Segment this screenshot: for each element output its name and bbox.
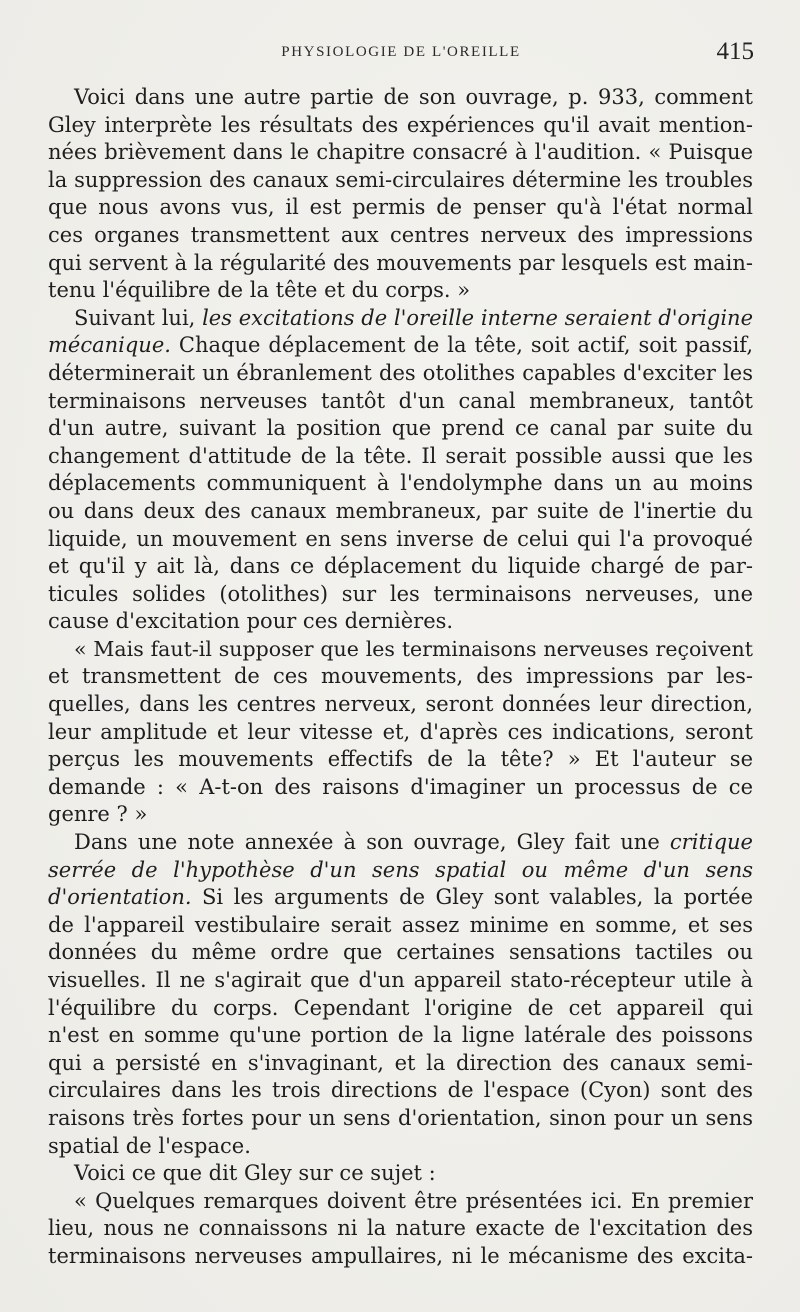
text-line <box>48 857 753 885</box>
text-run: n'est en somme qu'une portion de la ligne latérale des poissons <box>48 1023 753 1048</box>
text-line <box>48 884 753 912</box>
text-line <box>48 967 753 995</box>
body-text <box>48 84 753 1271</box>
text-line <box>48 277 753 305</box>
text-line <box>48 194 753 222</box>
text-run: cause d'excitation pour ces dernières. <box>48 609 454 634</box>
text-run: Suivant lui, <box>74 305 203 330</box>
page-number: 415 <box>716 38 754 65</box>
text-line <box>48 1105 753 1133</box>
text-run: demande : « A-t-on des raisons d'imaginer un processus de ce <box>48 774 753 799</box>
text-line <box>48 305 753 333</box>
text-line <box>48 636 753 664</box>
text-run: nées brièvement dans le chapitre consacré à l'audition. « Puisque <box>48 140 753 165</box>
text-run: Chaque déplacement de la tête, soit actif, soit passif, <box>170 333 753 358</box>
text-run: la suppression des canaux semi-circulaires détermine les troubles <box>48 167 753 192</box>
text-line <box>48 1188 753 1216</box>
text-line <box>48 1077 753 1105</box>
text-run: déplacements communiquent à l'endolymphe dans un au moins <box>48 471 753 496</box>
text-run: terminaisons nerveuses tantôt d'un canal membraneux, tantôt <box>48 388 753 413</box>
text-run: et transmettent de ces mouvements, des impressions par les- <box>48 664 753 689</box>
italic-text-run: d'orientation. <box>48 885 192 910</box>
text-run: Si les arguments de Gley sont valables, la portée <box>191 885 753 910</box>
text-line <box>48 995 753 1023</box>
text-line <box>48 553 753 581</box>
running-head <box>48 38 754 68</box>
text-line <box>48 167 753 195</box>
text-run: l'équilibre du corps. Cependant l'origine de cet appareil qui <box>48 995 753 1020</box>
text-line <box>48 1133 753 1161</box>
text-run: d'un autre, suivant la position que prend ce canal par suite du <box>48 416 753 441</box>
text-run: lieu, nous ne connaissons ni la nature exacte de l'excitation des <box>48 1216 753 1241</box>
text-line <box>48 746 753 774</box>
text-line <box>48 608 753 636</box>
italic-text-run: critique <box>669 830 753 855</box>
text-line <box>48 801 753 829</box>
text-line <box>48 691 753 719</box>
text-line <box>48 719 753 747</box>
italic-text-run: mécanique. <box>48 333 171 358</box>
text-line <box>48 222 753 250</box>
text-run: qui servent à la régularité des mouvements par lesquels est main- <box>48 250 753 275</box>
text-line <box>48 112 753 140</box>
text-run: visuelles. Il ne s'agirait que d'un appareil stato-récepteur utile à <box>48 968 753 992</box>
text-line <box>48 663 753 691</box>
text-run: et qu'il y ait là, dans ce déplacement du liquide chargé de par- <box>48 554 753 579</box>
text-run: qui a persisté en s'invaginant, et la direction des canaux semi- <box>48 1050 753 1075</box>
text-run: tenu l'équilibre de la tête et du corps. » <box>48 278 471 303</box>
text-run: de l'appareil vestibulaire serait assez minime en somme, et ses <box>48 912 753 937</box>
text-run: perçus les mouvements effectifs de la tête? » Et l'auteur se <box>48 747 753 772</box>
text-line <box>48 388 753 416</box>
italic-text-run: serrée de l'hypothèse d'un sens spatial ou même d'un sens <box>48 857 753 882</box>
text-line <box>48 139 753 167</box>
text-run: données du même ordre que certaines sensations tactiles ou <box>48 940 753 965</box>
text-line <box>48 1160 753 1188</box>
text-run: Gley interprète les résultats des expériences qu'il avait mention- <box>48 112 753 137</box>
text-line <box>48 526 753 554</box>
text-line <box>48 581 753 609</box>
text-run: ces organes transmettent aux centres nerveux des impressions <box>48 222 753 247</box>
running-title: PHYSIOLOGIE DE L'OREILLE <box>281 44 521 60</box>
text-run: raisons très fortes pour un sens d'orientation, sinon pour un sens <box>48 1105 753 1130</box>
text-run: leur amplitude et leur vitesse et, d'après ces indications, seront <box>48 719 753 744</box>
text-run: terminaisons nerveuses ampullaires, ni le mécanisme des excita- <box>48 1243 753 1268</box>
text-line <box>48 1215 753 1243</box>
text-line <box>48 498 753 526</box>
text-line <box>48 829 753 857</box>
text-run: spatial de l'espace. <box>48 1133 251 1158</box>
text-line <box>48 1022 753 1050</box>
text-line <box>48 774 753 802</box>
text-run: quelles, dans les centres nerveux, seront données leur direction, <box>48 692 753 717</box>
text-line <box>48 84 753 112</box>
italic-text-run: les excitations de l'oreille interne seraient d'origine <box>202 305 753 330</box>
text-run: Voici ce que dit Gley sur ce sujet : <box>74 1161 436 1186</box>
text-run: « Quelques remarques doivent être présentées ici. En premier <box>74 1188 753 1213</box>
text-run: circulaires dans les trois directions de l'espace (Cyon) sont des <box>48 1078 753 1103</box>
text-line <box>48 1050 753 1078</box>
text-run: liquide, un mouvement en sens inverse de celui qui l'a provoqué <box>48 526 753 551</box>
text-line <box>48 360 753 388</box>
text-line <box>48 470 753 498</box>
text-run: ticules solides (otolithes) sur les terminaisons nerveuses, une <box>48 581 753 606</box>
text-run: genre ? » <box>48 802 148 827</box>
text-run: « Mais faut-il supposer que les terminaisons nerveuses reçoivent <box>74 636 753 661</box>
text-line <box>48 912 753 940</box>
text-run: changement d'attitude de la tête. Il serait possible aussi que les <box>48 443 753 468</box>
text-run: déterminerait un ébranlement des otolithes capables d'exciter les <box>48 360 753 385</box>
text-run: ou dans deux des canaux membraneux, par suite de l'inertie du <box>48 498 753 523</box>
text-run: Dans une note annexée à son ouvrage, Gley fait une <box>74 830 670 855</box>
text-run: que nous avons vus, il est permis de penser qu'à l'état normal <box>48 195 753 220</box>
text-line <box>48 415 753 443</box>
text-line <box>48 443 753 471</box>
text-line <box>48 1243 753 1271</box>
text-line <box>48 250 753 278</box>
text-run: Voici dans une autre partie de son ouvrage, p. 933, comment <box>74 85 753 109</box>
text-line <box>48 332 753 360</box>
text-line <box>48 939 753 967</box>
